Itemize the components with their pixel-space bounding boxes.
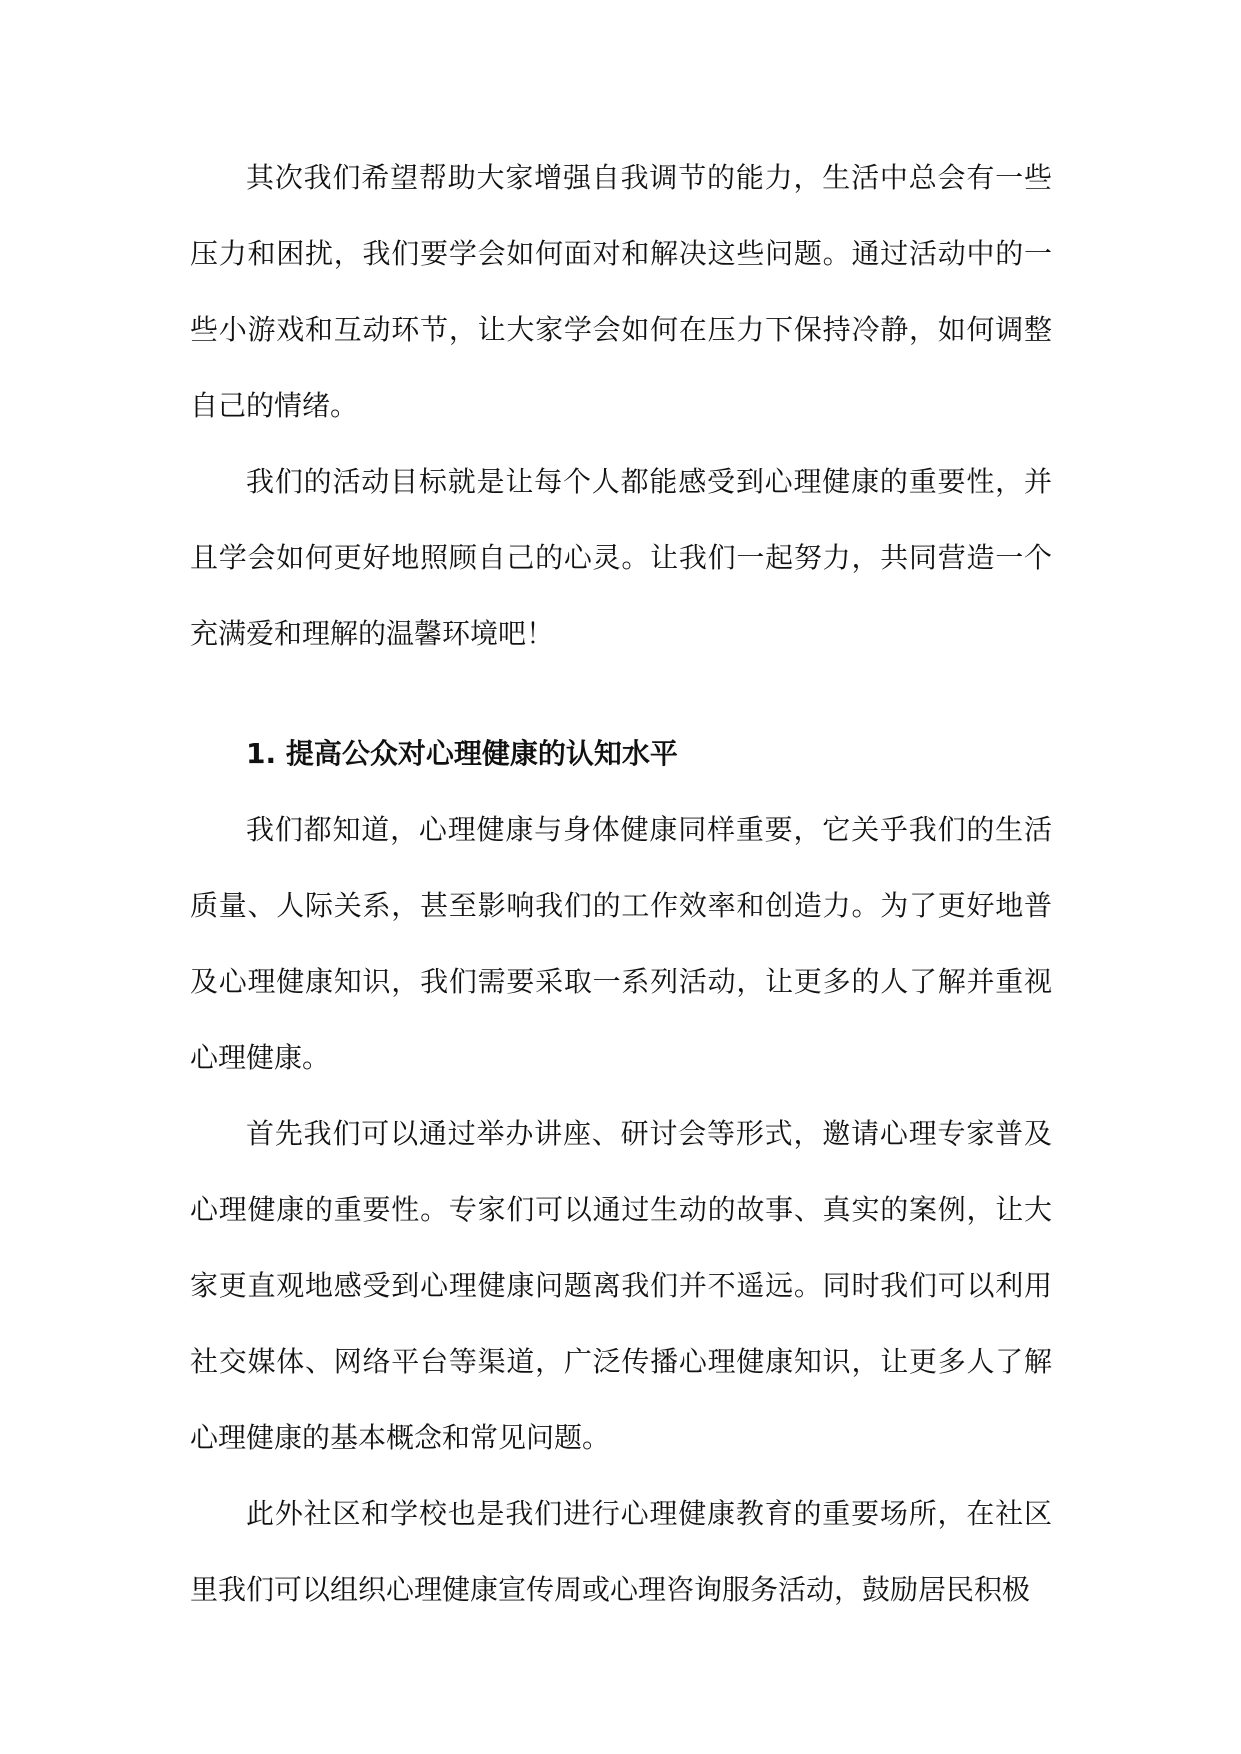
paragraph-lectures: 首先我们可以通过举办讲座、研讨会等形式，邀请心理专家普及心理健康的重要性。专家们可以通过生动的故事、真实的案例，让大家更直观地感受到心理健康问题离我们并不遥远。同时我们可以利用社交媒体、网络平台等渠道，广泛传播心理健康知识，让更多人了解心理健康的基本概念和常见问题。 — [190, 1117, 1052, 1454]
section-heading: 1. 提高公众对心理健康的认知水平 — [246, 737, 678, 770]
paragraph-community: 此外社区和学校也是我们进行心理健康教育的重要场所，在社区里我们可以组织心理健康宣传周或心理咨询服务活动，鼓励居民积极 — [190, 1497, 1052, 1606]
paragraph-importance: 我们都知道，心理健康与身体健康同样重要，它关乎我们的生活质量、人际关系，甚至影响我们的工作效率和创造力。为了更好地普及心理健康知识，我们需要采取一系列活动，让更多的人了解并重视心理健康。 — [190, 813, 1052, 1074]
paragraph-activity-goal: 我们的活动目标就是让每个人都能感受到心理健康的重要性，并且学会如何更好地照顾自己的心灵。让我们一起努力，共同营造一个充满爱和理解的温馨环境吧！ — [190, 465, 1052, 650]
paragraph-self-regulation: 其次我们希望帮助大家增强自我调节的能力，生活中总会有一些压力和困扰，我们要学会如何面对和解决这些问题。通过活动中的一些小游戏和互动环节，让大家学会如何在压力下保持冷静，如何调整自己的情绪。 — [190, 161, 1052, 422]
document-body — [190, 140, 1052, 1628]
